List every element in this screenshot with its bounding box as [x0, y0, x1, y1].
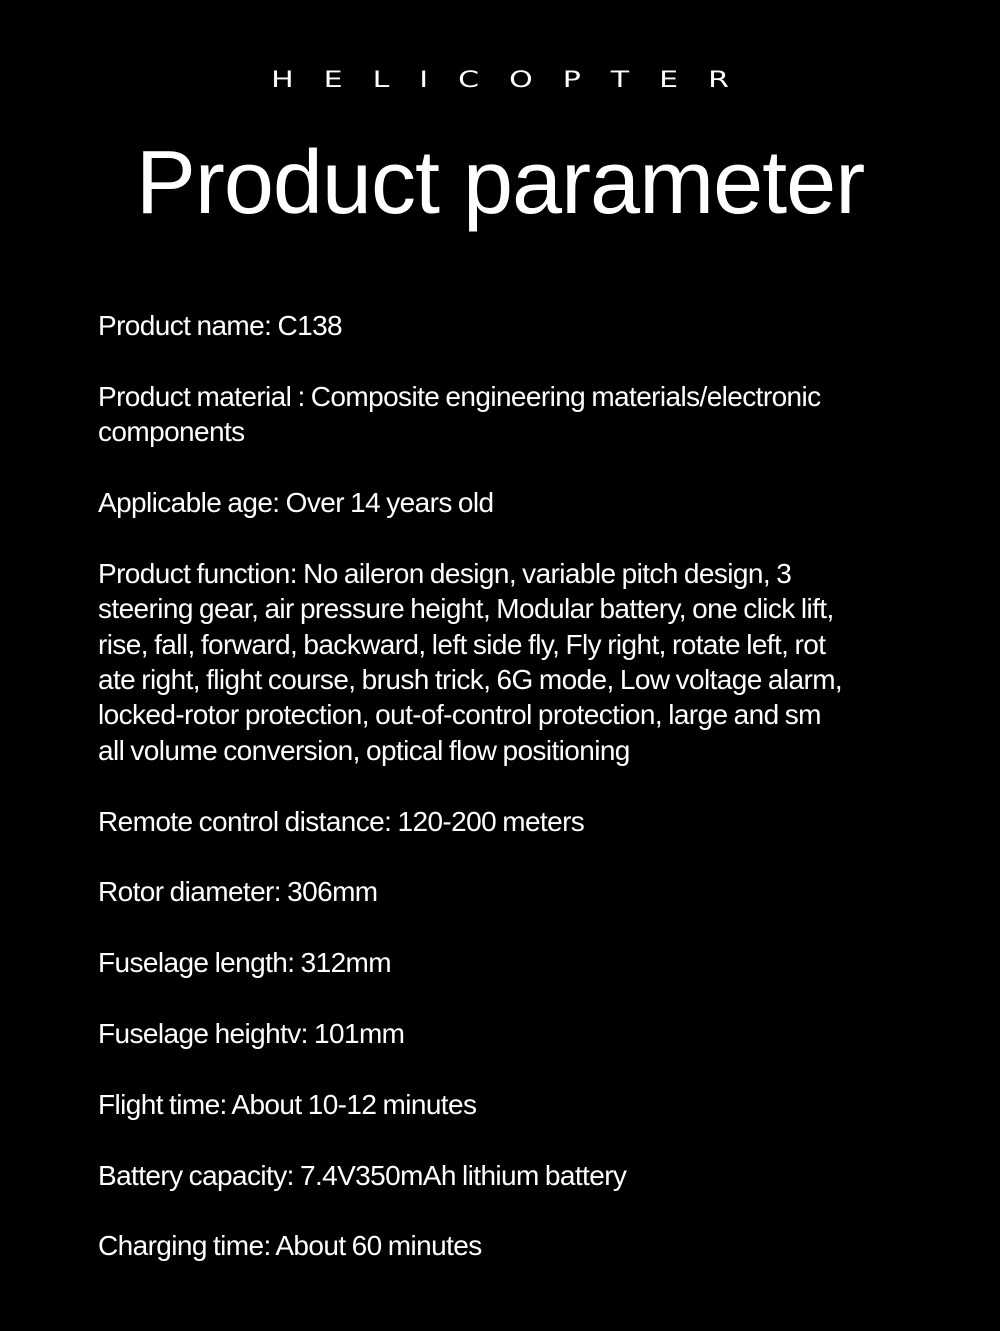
param-fuselage-height: [98, 1016, 928, 1051]
param-line: Product material : Composite engineering materials/electronic: [98, 380, 821, 412]
param-label: Rotor diameter:: [98, 876, 281, 908]
param-line: steering gear, air pressure height, Modular battery, one click lift,: [98, 593, 834, 625]
param-applicable-age: [98, 485, 928, 520]
param-label: Fuselage length:: [98, 947, 295, 979]
param-line: Product function: No aileron design, variable pitch design, 3: [98, 557, 792, 589]
param-value: C138: [277, 310, 343, 341]
param-value: Over 14 years old: [285, 487, 494, 518]
param-label: Battery capacity:: [98, 1159, 294, 1191]
param-value: 101mm: [314, 1018, 405, 1050]
param-label: Charging time:: [98, 1230, 271, 1262]
param-line: all volume conversion, optical flow positioning: [98, 734, 630, 766]
param-value: About 60 minutes: [275, 1230, 482, 1262]
param-line: ate right, flight course, brush trick, 6G mode, Low voltage alarm,: [98, 664, 843, 696]
param-value: 7.4V350mAh lithium battery: [299, 1159, 627, 1191]
param-label: Remote control distance:: [98, 805, 392, 837]
param-line: components: [98, 416, 245, 448]
param-label: Flight time:: [98, 1088, 227, 1120]
param-product-material: [98, 379, 928, 450]
param-rotor-diameter: [98, 874, 928, 909]
param-remote-control-distance: [98, 804, 928, 839]
param-line: rise, fall, forward, backward, left side fly, Fly right, rotate left, rot: [98, 628, 826, 660]
param-value: 312mm: [300, 947, 391, 979]
param-label: Applicable age:: [98, 487, 280, 518]
param-label: Product name:: [98, 310, 272, 341]
param-flight-time: [98, 1087, 928, 1122]
param-battery-capacity: [98, 1158, 928, 1193]
parameter-list: [98, 308, 928, 1299]
brand-wordmark: HELICOPTER: [271, 66, 759, 93]
param-line: locked-rotor protection, out-of-control protection, large and sm: [98, 699, 821, 731]
param-label: Fuselage heightv:: [98, 1018, 308, 1050]
param-product-name: [98, 308, 928, 343]
param-fuselage-length: [98, 945, 928, 980]
param-product-function: [98, 556, 928, 768]
page-title: Product parameter: [135, 133, 865, 233]
param-value: 306mm: [287, 876, 378, 908]
param-value: About 10-12 minutes: [231, 1088, 477, 1120]
param-value: 120-200 meters: [397, 805, 585, 837]
param-charging-time: [98, 1228, 928, 1263]
